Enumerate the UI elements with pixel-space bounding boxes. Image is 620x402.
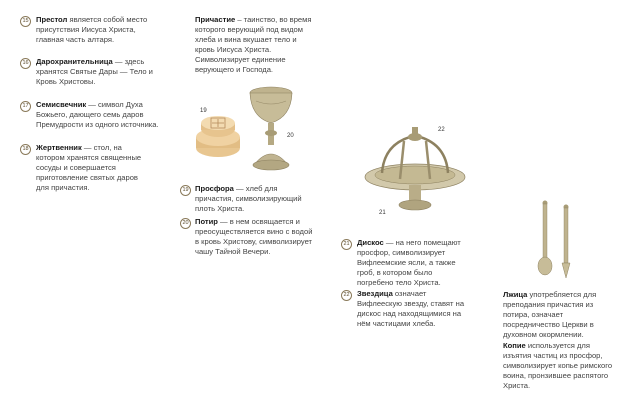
- description: — здесь хранятся Святые Дары — Тело и Кровь Христовы.: [36, 57, 153, 86]
- description: — в нем освящается и преосуществляется вино с водой в кровь Христову, символизирует чашу Тайной Вечери.: [195, 217, 313, 256]
- description: используется для изъятия частиц из просфор, символизирует копье римского воина, пронзившее распятого Христа.: [503, 341, 613, 390]
- term: Дискос: [357, 238, 384, 247]
- entry-prestol: [36, 15, 156, 45]
- chalice-illustration: [246, 85, 296, 173]
- entry-potir: [195, 217, 313, 257]
- figure-label-prosphora: 19: [200, 108, 207, 114]
- term: Потир: [195, 217, 218, 226]
- description: является собой место присутствия Иисуса Христа, главная часть алтаря.: [36, 15, 148, 44]
- entry-diskos: [357, 238, 469, 288]
- description: — хлеб для причастия, символизирующий плоть Христа.: [195, 184, 302, 213]
- term: Звездица: [357, 289, 393, 298]
- term: Дарохранительница: [36, 57, 113, 66]
- entry-zvezditsa: [357, 289, 471, 329]
- description: — символ Духа Божьего, дающего семь даров Премудрости из одного источника.: [36, 100, 159, 129]
- entry-number-18: 18: [20, 144, 31, 155]
- entry-zhertvennik: [36, 143, 146, 193]
- description: употребляется для преподания причастия из потира, означает посредничество Церкви в духовном окормлении.: [503, 290, 597, 339]
- term: Лжица: [503, 290, 528, 299]
- entry-kopie: [503, 341, 615, 391]
- entry-number-17: 17: [20, 101, 31, 112]
- diskos-illustration: [360, 125, 470, 220]
- figure-label-diskos: 21: [379, 210, 386, 216]
- entry-number-19: 19: [180, 185, 191, 196]
- term: Копие: [503, 341, 526, 350]
- entry-number-15: 15: [20, 16, 31, 27]
- term: Жертвенник: [36, 143, 82, 152]
- entry-number-16: 16: [20, 58, 31, 69]
- entry-darohranitelnitsa: [36, 57, 154, 87]
- entry-prosfora: [195, 184, 313, 214]
- spoon-and-spear-illustration: [532, 198, 580, 280]
- term: Семисвечник: [36, 100, 87, 109]
- entry-number-22: 22: [341, 290, 352, 301]
- entry-number-20: 20: [180, 218, 191, 229]
- prosphora-illustration: [193, 115, 243, 160]
- description: — на него помещают просфор, символизирует Вифлеемские ясли, а также гроб, в котором было погребено тело Христа.: [357, 238, 461, 287]
- figure-label-star: 22: [438, 127, 445, 133]
- term: Причастие: [195, 15, 236, 24]
- entry-number-21: 21: [341, 239, 352, 250]
- term: Просфора: [195, 184, 234, 193]
- term: Престол: [36, 15, 68, 24]
- description: — стол, на котором хранятся священные сосуды и совершается приготовление святых даров для причастия.: [36, 143, 142, 192]
- entry-prichastie: [195, 15, 315, 75]
- description: – таинство, во время которого верующий под видом хлеба и вина вкушает тело и кровь Иисуса Христа. Символизирует единение верующего и Господа.: [195, 15, 312, 74]
- description: означает Вифлеескую звезду, ставят на дискос над находящимися на нём частицами хлеба.: [357, 289, 465, 328]
- entry-lzhitsa: [503, 290, 615, 340]
- figure-label-chalice: 20: [287, 133, 294, 139]
- entry-semisvechnik: [36, 100, 160, 130]
